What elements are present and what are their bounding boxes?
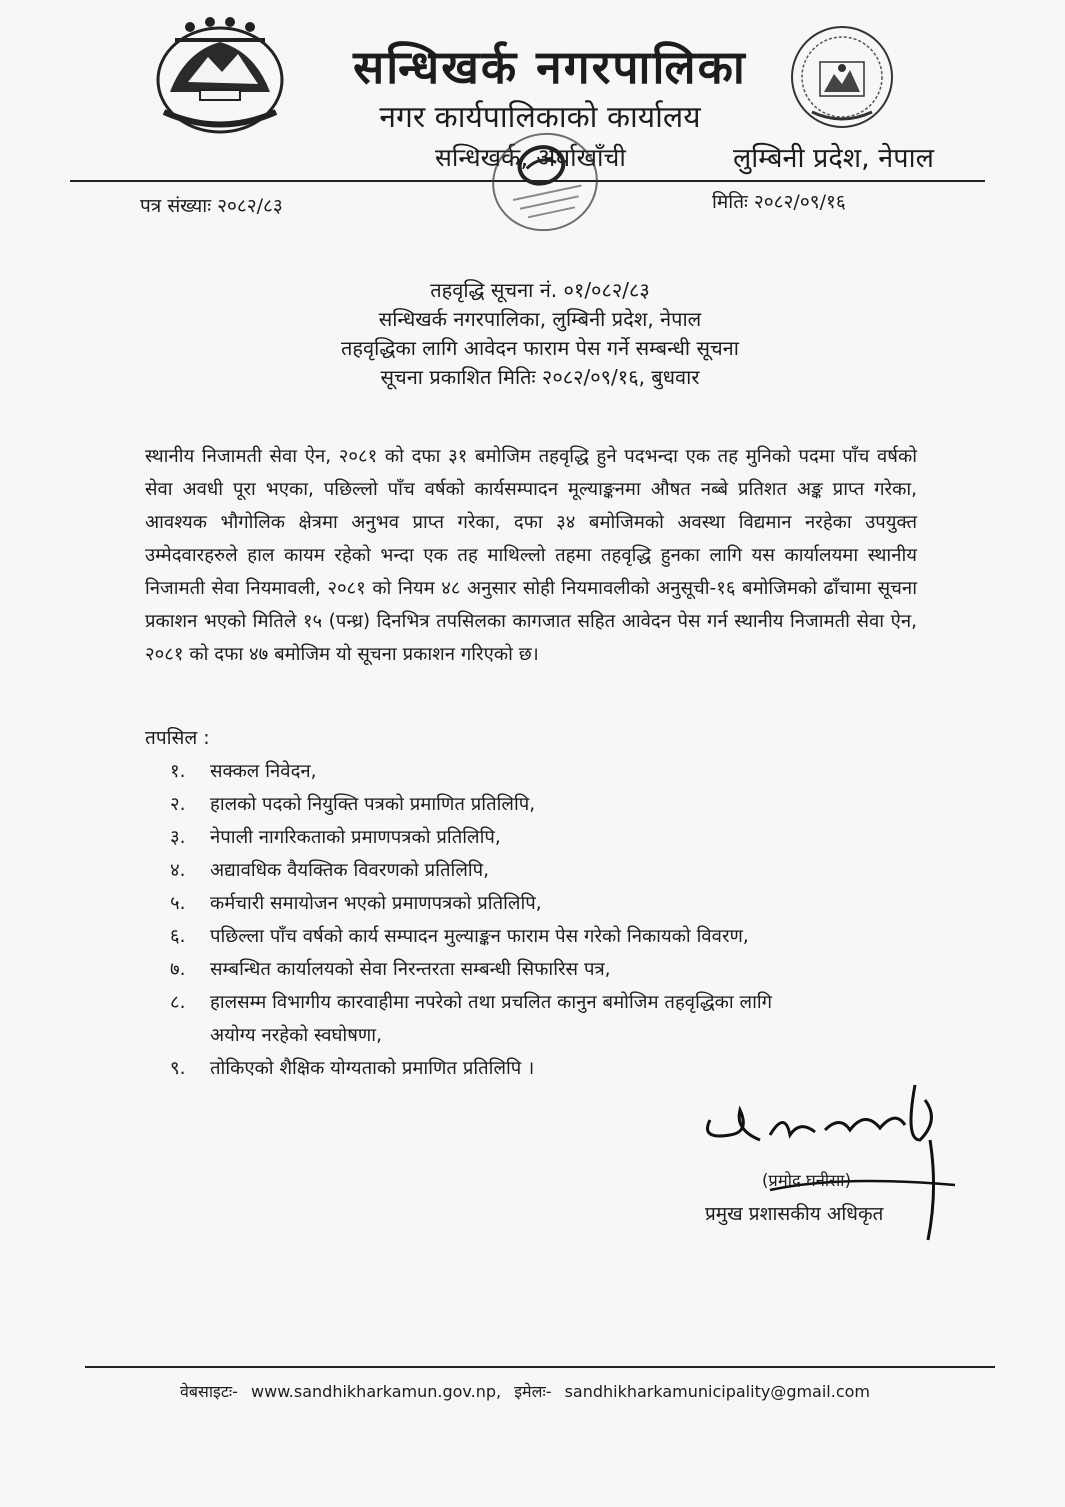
list-item: ३. नेपाली नागरिकताको प्रमाणपत्रको प्रतिलिपि,	[170, 827, 501, 848]
list-item: ४. अद्यावधिक वैयक्तिक विवरणको प्रतिलिपि,	[170, 860, 490, 881]
website-label: वेबसाइटः-	[180, 1382, 238, 1401]
nepal-emblem-icon	[150, 12, 290, 137]
signatory-name: (प्रमोद घनीसा)	[762, 1171, 852, 1190]
notice-paragraph: स्थानीय निजामती सेवा ऐन, २०८१ को दफा ३१ बमोजिम तहवृद्धि हुने पदभन्दा एक तह मुनिको पदमा पाँच वर्षको सेवा अवधी पूरा भएका, पछिल्लो पाँच वर्षको कार्यसम्पादन मूल्याङ्कनमा औषत नब्बे प्रतिशत अङ्क प्राप्त गरेका, आवश्यक भौगोलिक क्षेत्रमा अनुभव प्राप्त गरेका, दफा ३४ बमोजिमको अवस्था विद्यमान नरहेका उपयुक्त उम्मेदवारहरुले हाल कायम रहेको भन्दा एक तह माथिल्लो तहमा तहवृद्धि हुनका लागि यस कार्यालयमा स्थानीय निजामती सेवा नियमावली, २०८१ को नियम ४८ अनुसार सोही नियमावलीको अनुसूची-१६ बमोजिमको ढाँचामा सूचना प्रकाशन भएको मितिले १५ (पन्ध्र) दिनभित्र तपसिलका कागजात सहित आवेदन पेस गर्न स्थानीय निजामती सेवा ऐन, २०८१ को दफा ४७ बमोजिम यो सूचना प्रकाशन गरिएको छ।	[145, 446, 917, 665]
notice-issuer: सन्धिखर्क नगरपालिका, लुम्बिनी प्रदेश, नेपाल	[378, 307, 702, 331]
list-item: ६. पछिल्ला पाँच वर्षको कार्य सम्पादन मुल्याङ्कन फाराम पेस गरेको निकायको विवरण,	[170, 926, 749, 947]
notice-published-date: सूचना प्रकाशित मितिः २०८२/०९/१६, बुधवार	[380, 365, 700, 389]
website-link[interactable]: www.sandhikharkamun.gov.np,	[251, 1382, 502, 1401]
office-address: सन्धिखर्क, अर्घाखाँची	[435, 143, 626, 172]
municipality-title: सन्धिखर्क नगरपालिका	[353, 40, 747, 94]
email-label: इमेलः-	[514, 1382, 552, 1401]
list-item: ७. सम्बन्धित कार्यालयको सेवा निरन्तरता सम्बन्धी सिफारिस पत्र,	[170, 959, 611, 980]
letter-number: पत्र संख्याः २०८२/८३	[140, 195, 283, 217]
list-item: ८. हालसम्म विभागीय कारवाहीमा नपरेको तथा प्रचलित कानुन बमोजिम तहवृद्धिका लागि अयोग्य नरहेको स्वघोषणा,	[170, 992, 773, 1046]
details-label: तपसिल :	[145, 727, 210, 749]
office-name: नगर कार्यपालिकाको कार्यालय	[379, 100, 701, 135]
notice-number: तहवृद्धि सूचना नं. ०१/०८२/८३	[430, 278, 650, 302]
municipality-seal-icon	[790, 22, 895, 132]
footer-divider	[85, 1366, 995, 1368]
list-item: ९. तोकिएको शैक्षिक योग्यताको प्रमाणित प्रतिलिपि ।	[170, 1058, 535, 1079]
notice-heading	[160, 276, 920, 392]
email-link[interactable]: sandhikharkamunicipality@gmail.com	[564, 1382, 871, 1401]
footer-contact	[180, 1380, 870, 1402]
office-stamp-icon	[485, 125, 605, 240]
signatory-role: प्रमुख प्रशासकीय अधिकृत	[705, 1203, 884, 1225]
letter-date: मितिः २०८२/०९/१६	[712, 191, 846, 213]
list-item: २. हालको पदको नियुक्ति पत्रको प्रमाणित प्रतिलिपि,	[170, 794, 536, 815]
province-text: लुम्बिनी प्रदेश, नेपाल	[733, 143, 934, 174]
list-item: १. सक्कल निवेदन,	[170, 761, 317, 782]
notice-subject: तहवृद्धिका लागि आवेदन फाराम पेस गर्ने सम्बन्धी सूचना	[341, 336, 739, 360]
list-item: ५. कर्मचारी समायोजन भएको प्रमाणपत्रको प्रतिलिपि,	[170, 893, 542, 914]
document-list	[170, 755, 930, 1085]
